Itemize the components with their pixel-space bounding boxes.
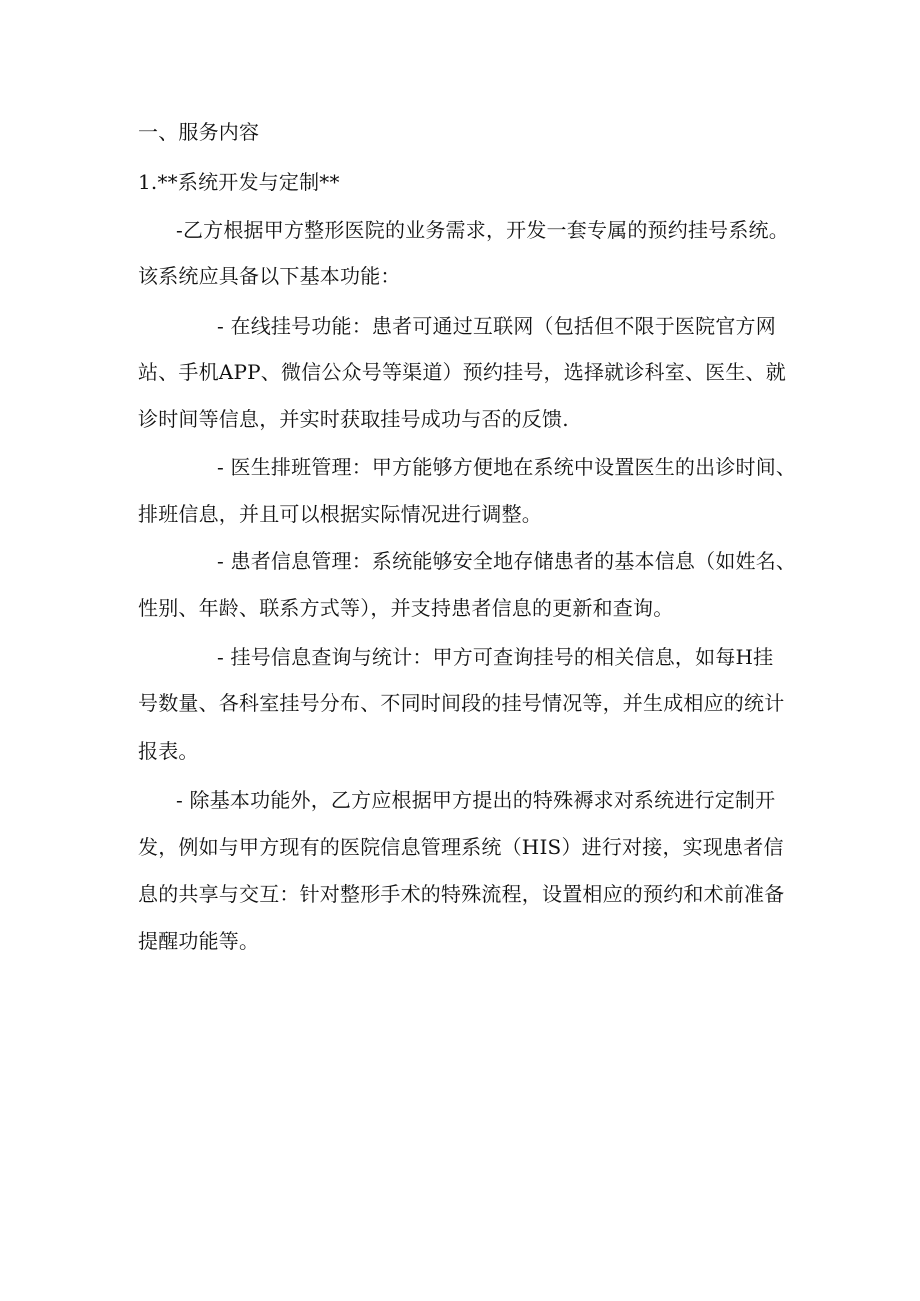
intro-line: -乙方根据甲方整形医院的业务需求，开发一套专属的预约挂号系统。 [176, 218, 789, 242]
customization-line: 发，例如与甲方现有的医院信息管理系统（HIS）进行对接，实现患者信 [138, 835, 784, 859]
feature-line: 性别、年龄、联系方式等），并支持患者信息的更新和查询。 [138, 596, 674, 620]
feature-line: 站、手机APP、微信公众号等渠道）预约挂号，选择就诊科室、医生、就 [138, 360, 786, 384]
customization-line: - 除基本功能外，乙方应根据甲方提出的特殊褥求对系统进行定制开 [176, 788, 776, 812]
intro-line: 该系统应具备以下基本功能： [138, 264, 401, 288]
feature-line: 诊时间等信息，并实时获取挂号成功与否的反馈. [138, 407, 569, 431]
feature-line: - 患者信息管理：系统能够安全地存储患者的基本信息（如姓名、 [217, 549, 797, 573]
section-title: 一、服务内容 [138, 120, 260, 144]
feature-line: - 挂号信息查询与统计：甲方可查询挂号的相关信息，如每H挂 [217, 645, 774, 669]
customization-line: 提醒功能等。 [138, 929, 260, 953]
subsection-title: 1.**系统开发与定制** [138, 170, 340, 194]
feature-line: - 在线挂号功能：患者可通过互联网（包括但不限于医院官方网 [217, 314, 776, 338]
feature-line: - 医生排班管理：甲方能够方便地在系统中设置医生的出诊时间、 [217, 455, 797, 479]
customization-line: 息的共享与交互：针对整形手术的特殊流程，设置相应的预约和术前准备 [138, 882, 785, 906]
feature-line: 报表。 [138, 739, 199, 763]
feature-line: 排班信息，并且可以根据实际情况进行调整。 [138, 502, 542, 526]
feature-line: 号数量、各科室挂号分布、不同时间段的挂号情况等，并生成相应的统计 [138, 691, 785, 715]
